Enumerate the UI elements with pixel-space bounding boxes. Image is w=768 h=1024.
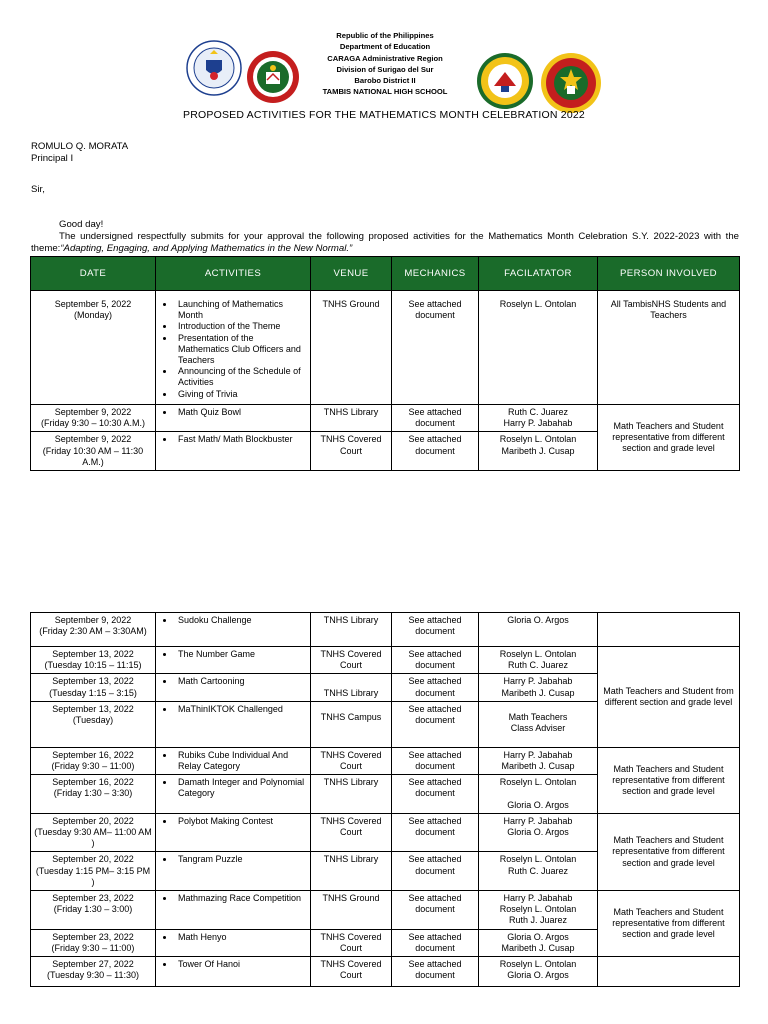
letter-body <box>31 219 739 255</box>
facilitator-cell: Harry P. Jabahab Maribeth J. Cusap <box>479 747 598 774</box>
list-item: • Damath Integer and Polynomial Category <box>175 777 307 799</box>
district-line: Barobo District II <box>354 76 416 86</box>
mechanics-cell: See attached document <box>392 747 479 774</box>
facilitator-cell: Roselyn L. Ontolan Ruth C. Juarez <box>479 852 598 891</box>
venue-cell: TNHS Ground <box>311 291 392 405</box>
date-cell: September 9, 2022 (Friday 2:30 AM – 3:30AM) <box>31 613 156 647</box>
mechanics-cell: See attached document <box>392 701 479 747</box>
venue-cell: TNHS Library <box>311 613 392 647</box>
list-item: • Giving of Trivia <box>175 389 307 400</box>
col-date-header: DATE <box>31 257 156 291</box>
facilitator-cell: Ruth C. Juarez Harry P. Jabahab <box>479 405 598 432</box>
table-row <box>31 647 740 674</box>
list-item: • Math Cartooning <box>175 676 307 687</box>
facilitator-cell: Math Teachers Class Adviser <box>479 701 598 747</box>
venue-cell: TNHS Covered Court <box>311 432 392 471</box>
col-facilitator-header: FACILATATOR <box>479 257 598 291</box>
col-persons-header: PERSON INVOLVED <box>598 257 740 291</box>
list-item: • Launching of Mathematics Month <box>175 299 307 321</box>
venue-cell: TNHS Library <box>311 775 392 814</box>
activities-cell <box>156 674 311 701</box>
list-item: • Presentation of the Mathematics Club Officers and Teachers <box>175 333 307 367</box>
intro-paragraph <box>31 231 739 255</box>
list-item: • Introduction of the Theme <box>175 321 307 332</box>
activities-cell <box>156 813 311 852</box>
persons-cell: Math Teachers and Student representative from different section and grade level <box>598 891 740 957</box>
list-item: • The Number Game <box>175 649 307 660</box>
persons-cell <box>598 613 740 647</box>
department-line: Department of Education <box>339 42 431 52</box>
venue-cell: TNHS Covered Court <box>311 929 392 956</box>
school-seal-logo <box>540 52 602 114</box>
date-cell: September 16, 2022 (Friday 1:30 – 3:30) <box>31 775 156 814</box>
facilitator-cell: Roselyn L. Ontolan Gloria O. Argos <box>479 957 598 987</box>
date-cell: September 20, 2022 (Tuesday 9:30 AM– 11:00 AM ) <box>31 813 156 852</box>
venue-cell: TNHS Library <box>311 405 392 432</box>
facilitator-cell: Roselyn L. Ontolan Gloria O. Argos <box>479 775 598 814</box>
letterhead <box>290 30 480 98</box>
document-title: PROPOSED ACTIVITIES FOR THE MATHEMATICS MONTH CELEBRATION 2022 <box>183 109 585 121</box>
date-cell: September 23, 2022 (Friday 9:30 – 11:00) <box>31 929 156 956</box>
deped-seal-logo <box>186 40 242 96</box>
activities-cell <box>156 647 311 674</box>
mechanics-cell: See attached document <box>392 291 479 405</box>
table-row <box>31 957 740 987</box>
date-cell: September 16, 2022 (Friday 9:30 – 11:00) <box>31 747 156 774</box>
intro-text: The undersigned respectfully submits for your approval the following proposed activities for the Mathematics Month Celebration S.Y. 2022-2023 with the theme: <box>31 231 739 254</box>
mechanics-cell: See attached document <box>392 957 479 987</box>
facilitator-cell: Harry P. Jabahab Maribeth J. Cusap <box>479 674 598 701</box>
addressee-position: Principal I <box>31 153 74 164</box>
list-item: • Rubiks Cube Individual And Relay Category <box>175 750 307 772</box>
facilitator-cell: Harry P. Jabahab Gloria O. Argos <box>479 813 598 852</box>
facilitator-cell: Roselyn L. Ontolan <box>479 291 598 405</box>
region-line: CARAGA Administrative Region <box>327 53 443 63</box>
table-row <box>31 613 740 647</box>
col-venue-header: VENUE <box>311 257 392 291</box>
date-cell: September 9, 2022 (Friday 9:30 – 10:30 A.M.) <box>31 405 156 432</box>
list-item: • Math Henyo <box>175 932 307 943</box>
mechanics-cell: See attached document <box>392 813 479 852</box>
mechanics-cell: See attached document <box>392 775 479 814</box>
table-row <box>31 813 740 852</box>
facilitator-cell: Roselyn L. Ontolan Ruth C. Juarez <box>479 647 598 674</box>
date-cell: September 13, 2022 (Tuesday 10:15 – 11:15) <box>31 647 156 674</box>
greeting: Good day! <box>59 219 104 230</box>
activities-cell <box>156 929 311 956</box>
activities-cell <box>156 747 311 774</box>
list-item: • Math Quiz Bowl <box>175 407 307 418</box>
facilitator-cell: Harry P. Jabahab Roselyn L. Ontolan Ruth J. Juarez <box>479 891 598 930</box>
mechanics-cell: See attached document <box>392 647 479 674</box>
col-activities-header: ACTIVITIES <box>156 257 311 291</box>
persons-cell <box>598 957 740 987</box>
persons-cell: Math Teachers and Student representative from different section and grade level <box>598 813 740 890</box>
date-cell: September 27, 2022 (Tuesday 9:30 – 11:30) <box>31 957 156 987</box>
mechanics-cell: See attached document <box>392 674 479 701</box>
list-item: • Sudoku Challenge <box>175 615 307 626</box>
activities-cell <box>156 432 311 471</box>
venue-cell: TNHS Library <box>311 674 392 701</box>
republic-line: Republic of the Philippines <box>336 31 434 40</box>
list-item: • Mathmazing Race Competition <box>175 893 307 904</box>
persons-cell: Math Teachers and Student representative from different section and grade level <box>598 405 740 471</box>
activities-cell <box>156 852 311 891</box>
mechanics-cell: See attached document <box>392 432 479 471</box>
date-cell: September 13, 2022 (Tuesday 1:15 – 3:15) <box>31 674 156 701</box>
list-item: • Fast Math/ Math Blockbuster <box>175 434 307 445</box>
date-cell: September 23, 2022 (Friday 1:30 – 3:00) <box>31 891 156 930</box>
activities-cell <box>156 701 311 747</box>
list-item: • Tangram Puzzle <box>175 854 307 865</box>
col-mechanics-header: MECHANICS <box>392 257 479 291</box>
activities-cell <box>156 775 311 814</box>
mechanics-cell: See attached document <box>392 852 479 891</box>
table-row <box>31 891 740 930</box>
salutation: Sir, <box>31 184 45 195</box>
facilitator-cell: Gloria O. Argos Maribeth J. Cusap <box>479 929 598 956</box>
activities-table-1 <box>30 256 740 471</box>
mechanics-cell: See attached document <box>392 613 479 647</box>
facilitator-cell: Roselyn L. Ontolan Maribeth J. Cusap <box>479 432 598 471</box>
venue-cell: TNHS Library <box>311 852 392 891</box>
list-item: • MaThinIKTOK Challenged <box>175 704 307 715</box>
venue-cell: TNHS Ground <box>311 891 392 930</box>
list-item: • Polybot Making Contest <box>175 816 307 827</box>
venue-cell: TNHS Campus <box>311 701 392 747</box>
mechanics-cell: See attached document <box>392 405 479 432</box>
date-cell: September 9, 2022 (Friday 10:30 AM – 11:30 A.M.) <box>31 432 156 471</box>
persons-cell: Math Teachers and Student representative from different section and grade level <box>598 747 740 813</box>
persons-cell: Math Teachers and Student from different section and grade level <box>598 647 740 748</box>
theme-text: “Adapting, Engaging, and Applying Mathematics in the New Normal.” <box>60 243 353 254</box>
table-row <box>31 747 740 774</box>
date-cell: September 13, 2022 (Tuesday) <box>31 701 156 747</box>
date-cell: September 20, 2022 (Tuesday 1:15 PM– 3:15 PM ) <box>31 852 156 891</box>
division-line: Division of Surigao del Sur <box>336 64 434 74</box>
activities-cell <box>156 405 311 432</box>
mechanics-cell: See attached document <box>392 929 479 956</box>
mechanics-cell: See attached document <box>392 891 479 930</box>
facilitator-cell: Gloria O. Argos <box>479 613 598 647</box>
district-seal-logo <box>476 52 534 110</box>
venue-cell: TNHS Covered Court <box>311 957 392 987</box>
date-cell: September 5, 2022 (Monday) <box>31 291 156 405</box>
addressee-name: ROMULO Q. MORATA <box>31 141 129 152</box>
activities-cell <box>156 613 311 647</box>
activities-table-2 <box>30 612 740 987</box>
activities-cell <box>156 891 311 930</box>
venue-cell: TNHS Covered Court <box>311 813 392 852</box>
activities-cell <box>156 291 311 405</box>
persons-cell: All TambisNHS Students and Teachers <box>598 291 740 405</box>
table-row <box>31 291 740 405</box>
list-item: • Tower Of Hanoi <box>175 959 307 970</box>
school-line: TAMBIS NATIONAL HIGH SCHOOL <box>322 87 448 97</box>
venue-cell: TNHS Covered Court <box>311 747 392 774</box>
venue-cell: TNHS Covered Court <box>311 647 392 674</box>
activities-cell <box>156 957 311 987</box>
list-item: • Announcing of the Schedule of Activities <box>175 366 307 388</box>
table-row <box>31 405 740 432</box>
